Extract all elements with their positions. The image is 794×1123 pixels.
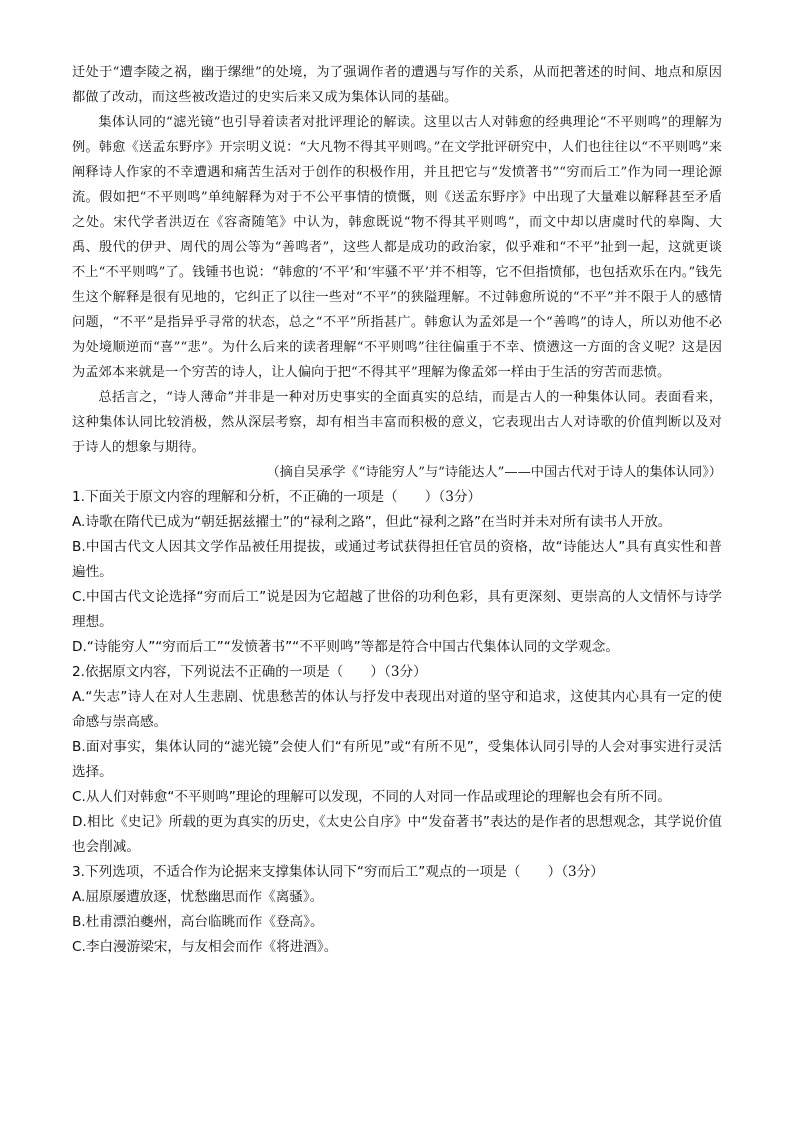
passage-source: （摘自吴承学《“诗能穷人”与“诗能达人”——中国古代对于诗人的集体认同》） — [266, 465, 722, 480]
option-a: A.诗歌在隋代已成为“朝廷据兹擢士”的“禄利之路”，但此“禄利之路”在当时并未对所有读书人开放。 — [72, 514, 672, 530]
passage-paragraph-1: 迁处于“遭李陵之祸，幽于缧绁”的处境，为了强调作者的遭遇与写作的关系，从而把著述的时间、地点和原因都做了改动，而这些被改造过的史实后来又成为集体认同的基础。 — [72, 65, 722, 105]
question-stem: 3.下列选项，不适合作为论据来支撑集体认同下“穷而后工”观点的一项是（ ）（3分） — [72, 864, 604, 880]
option-c: C.从人们对韩愈“不平则鸣”理论的理解可以发现，不同的人对同一作品或理论的理解也会有所不同。 — [72, 789, 671, 805]
option-d: D.“诗能穷人”“穷而后工”“发愤著书”“不平则鸣”等都是符合中国古代集体认同的文学观念。 — [72, 639, 619, 655]
question-score: （3分） — [561, 864, 604, 880]
option-b: B.杜甫漂泊夔州，高台临眺而作《登高》。 — [72, 914, 324, 930]
question-stem: 1.下面关于原文内容的理解和分析，不正确的一项是（ ）（3分） — [72, 489, 482, 505]
option-c: C.中国古代文论选择“穷而后工”说是因为它超越了世俗的功利色彩，具有更深刻、更崇高的人文情怀与诗学理想。 — [72, 589, 722, 630]
passage-paragraph-2: 集体认同的“滤光镜”也引导着读者对批评理论的解读。这里以古人对韩愈的经典理论“不平则鸣”的理解为例。韩愈《送孟东野序》开宗明义说：“大凡物不得其平则鸣。”在文学批评研究中，人们也往往以“不平则鸣”来阐释诗人作家的不幸遭遇和痛苦生活对于创作的积极作用，并且把它与“发愤著书”“穷而后工”作为同一理论源流。假如把“不平则鸣”单纯解释为对于不公平事情的愤慨，则《送孟东野序》中出现了大量难以解释甚至矛盾之处。宋代学者洪迈在《容斋随笔》中认为，韩愈既说“物不得其平则鸣”，而文中却以唐虞时代的皋陶、大禹、殷代的伊尹、周代的周公等为“善鸣者”，这些人都是成功的政治家，似乎难和“不平”扯到一起，这就更谈不上“不平则鸣”了。钱锺书也说：“韩愈的‘不平’和‘牢骚不平’并不相等，它不但指愤郁，也包括欢乐在内。”钱先生这个解释是很有见地的，它纠正了以往一些对“不平”的狭隘理解。不过韩愈所说的“不平”并不限于人的感情问题，“不平”是指异乎寻常的状态，总之“不平”所指甚广。韩愈认为孟郊是一个“善鸣”的诗人，所以劝他不必为处境顺逆而“喜”“悲”。为什么后来的读者理解“不平则鸣”往往偏重于不幸、愤懑这一方面的含义呢？这是因为孟郊本来就是一个穷苦的诗人，让人偏向于把“不得其平”理解为像孟郊一样由于生活的穷苦而悲愤。 — [72, 115, 722, 380]
question-2 — [72, 660, 722, 860]
option-d: D.相比《史记》所载的更为真实的历史，《太史公自序》中“发奋著书”表达的是作者的思想观念，其学说价值也会削减。 — [72, 814, 722, 855]
option-b: B.中国古代文人因其文学作品被任用提拔，或通过考试获得担任官员的资格，故“诗能达人”具有真实性和普遍性。 — [72, 539, 722, 580]
option-a: A.屈原屡遭放逐，忧愁幽思而作《离骚》。 — [72, 889, 324, 905]
question-score: （3分） — [384, 664, 427, 680]
question-3 — [72, 860, 722, 960]
question-1 — [72, 485, 722, 660]
question-score: （3分） — [438, 489, 482, 505]
question-stem: 2.依据原文内容，下列说法不正确的一项是（ ）（3分） — [72, 664, 427, 680]
passage-paragraph-3: 总括言之，“诗人薄命”并非是一种对历史事实的全面真实的总结，而是古人的一种集体认同。表面看来，这种集体认同比较消极，然从深层考察，却有相当丰富而积极的意义，它表现出古人对诗歌的价值判断以及对于诗人的想象与期待。 — [72, 390, 722, 455]
option-b: B.面对事实，集体认同的“滤光镜”会使人们“有所见”或“有所不见”，受集体认同引导的人会对事实进行灵活选择。 — [72, 739, 722, 780]
option-a: A.“失志”诗人在对人生悲剧、忧患愁苦的体认与抒发中表现出对道的坚守和追求，这使其内心具有一定的使命感与崇高感。 — [72, 689, 722, 730]
option-c: C.李白漫游梁宋，与友相会而作《将进酒》。 — [72, 939, 338, 955]
